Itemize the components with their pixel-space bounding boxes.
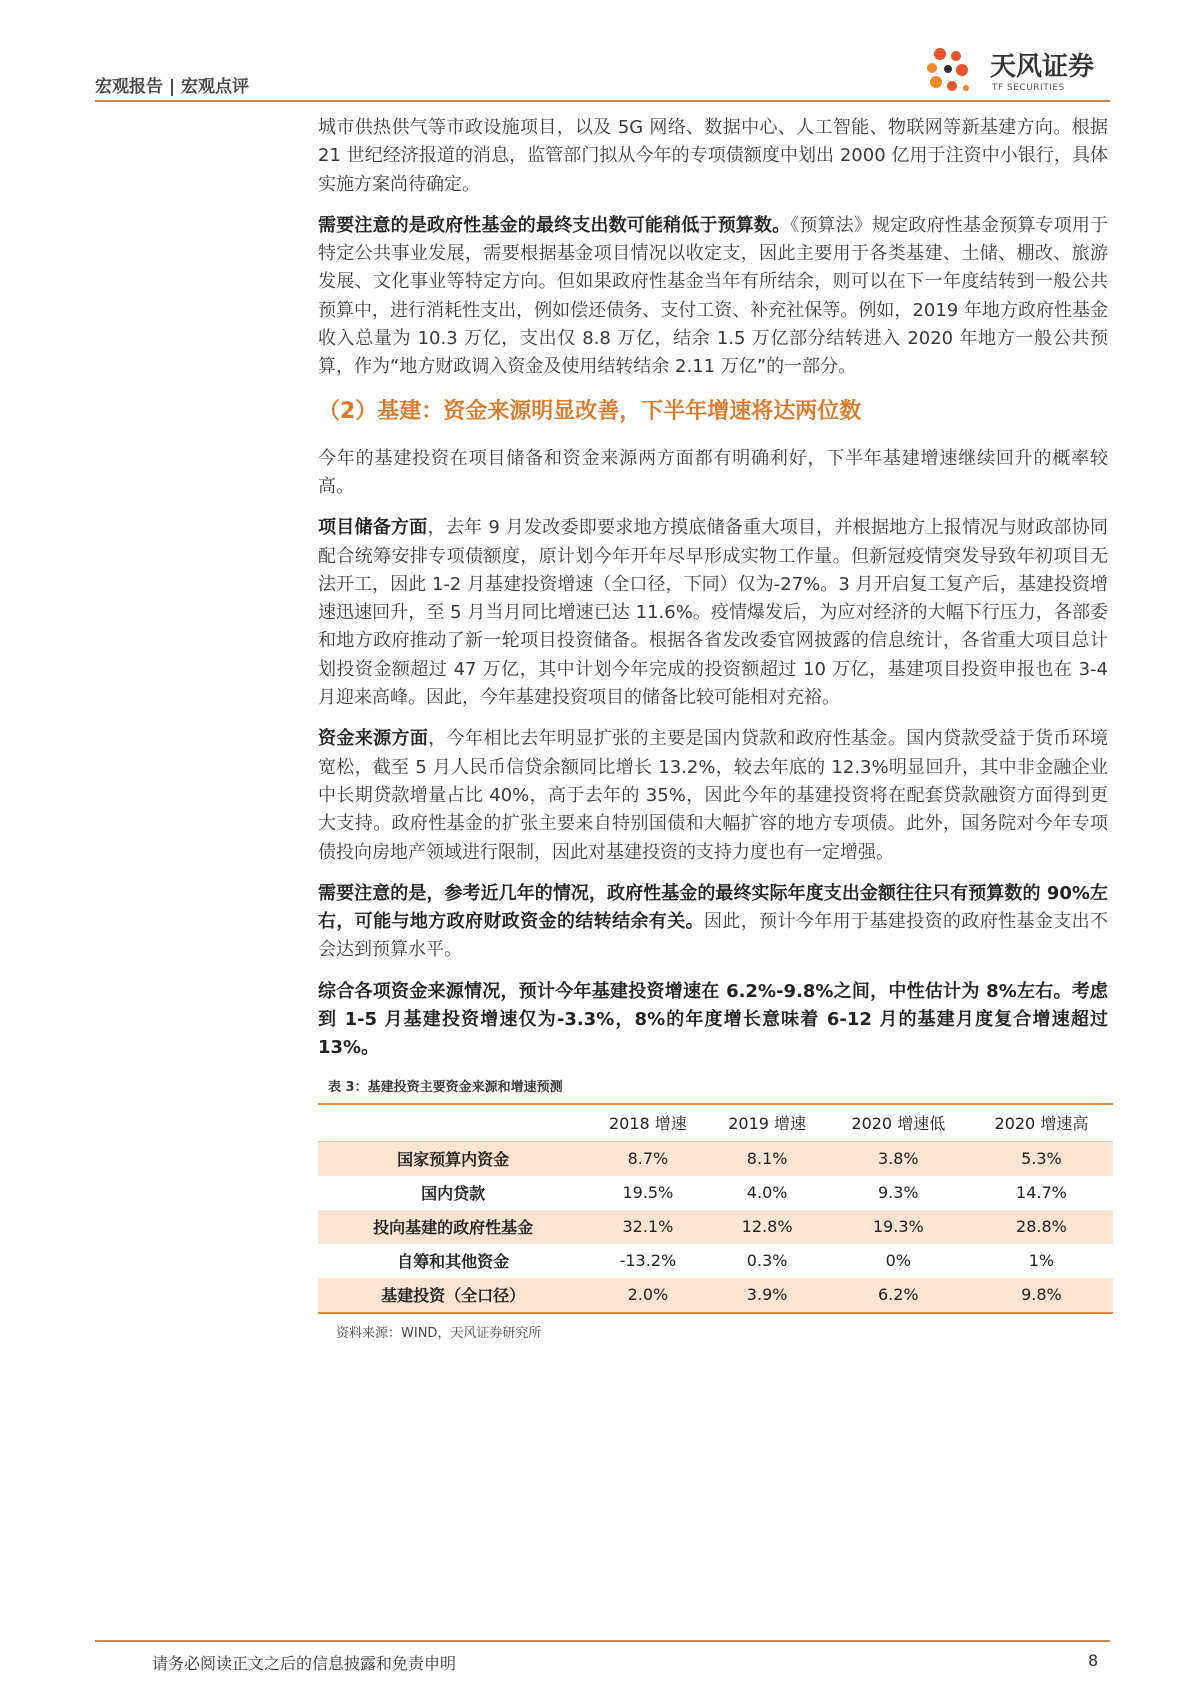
page-number: 8	[1088, 1651, 1099, 1670]
table-cell: 8.7%	[588, 1141, 707, 1176]
table-cell: 2.0%	[588, 1278, 707, 1313]
table-cell: 9.8%	[970, 1278, 1113, 1313]
page-header	[95, 38, 1110, 100]
paragraph-5-emphasis: 资金来源方面	[318, 728, 429, 750]
table-cell: 14.7%	[1016, 1183, 1067, 1203]
logo-name-cn: 天风证券	[990, 52, 1095, 82]
paragraph-6	[318, 880, 1108, 965]
table-cell: 0.3%	[746, 1251, 788, 1271]
header-divider	[95, 100, 1110, 102]
table-cell: 19.3%	[827, 1210, 970, 1244]
paragraph-2-emphasis: 需要注意的是政府性基金的最终支出数可能稍低于预算数。	[318, 214, 791, 236]
table-cell: 3.8%	[827, 1141, 970, 1176]
table-row	[318, 1176, 1113, 1210]
table-cell: 6.2%	[827, 1278, 970, 1313]
paragraph-2	[318, 212, 1108, 382]
footer-divider	[95, 1640, 1110, 1642]
table-cell: 9.3%	[877, 1183, 919, 1203]
table-row	[318, 1278, 1113, 1313]
table-row	[318, 1244, 1113, 1278]
table-cell: 3.9%	[708, 1278, 827, 1313]
table-header-cell: 2019 增速	[708, 1104, 827, 1142]
paragraph-2-text: 《预算法》规定政府性基金预算专项用于特定公共事业发展，需要根据基金项目情况以收定支，因此主要用于各类基建、土储、棚改、旅游发展、文化事业等特定方向。但如果政府性基金当年有所结余，则可以在下一年度结转到一般公共预算中，进行消耗性支出，例如偿还债务、支付工资、补充社保等。例如，2019 年地方政府性基金收入总量为 10.3 万亿，支出仅 8.8 万亿，结余 1.5 万亿部分结转进入 2020 年地方一般公共预算，作为“地方财政调入资金及使用结转结余 2.11 万亿”的一部分。	[318, 214, 1109, 378]
paragraph-5	[318, 725, 1108, 866]
row-label: 投向基建的政府性基金	[318, 1210, 588, 1244]
table-cell: 4.0%	[746, 1183, 788, 1203]
table-row	[318, 1141, 1113, 1176]
table-cell: 28.8%	[970, 1210, 1113, 1244]
paragraph-3: 今年的基建投资在项目储备和资金来源两方面都有明确利好，下半年基建增速继续回升的概率较高。	[318, 447, 1108, 497]
main-content	[318, 114, 1108, 1341]
table-cell: 12.8%	[708, 1210, 827, 1244]
paragraph-6-emphasis: 需要注意的是，参考近几年的情况，政府性基金的最终实际年度支出金额往往只有预算数的 90%左右，可能与地方政府财政资金的结转结余有关。	[318, 882, 1108, 933]
table-header-cell: 2020 增速高	[970, 1104, 1113, 1142]
company-logo	[990, 38, 1110, 98]
table-cell: 19.5%	[622, 1183, 674, 1203]
paragraph-1: 城市供热供气等市政设施项目，以及 5G 网络、数据中心、人工智能、物联网等新基建方向。根据 21 世纪经济报道的消息，监管部门拟从今年的专项债额度中划出 2000 亿用于注资中小银行，具体实施方案尚待确定。	[318, 117, 1108, 195]
table-header-row	[318, 1104, 1113, 1142]
table-source: 资料来源：WIND，天风证券研究所	[336, 1325, 542, 1341]
logo-name-en: TF SECURITIES	[992, 83, 1065, 93]
row-label: 国家预算内资金	[318, 1141, 588, 1176]
funding-growth-table	[318, 1103, 1113, 1314]
table-header-cell: 2020 增速低	[827, 1104, 970, 1142]
table-cell: 5.3%	[970, 1141, 1113, 1176]
paragraph-6-text: 因此，预计今年用于基建投资的政府性基金支出不会达到预算水平。	[318, 911, 1108, 961]
paragraph-4	[318, 514, 1108, 712]
table-header-cell: 2018 增速	[588, 1104, 707, 1142]
paragraph-4-emphasis: 项目储备方面	[318, 517, 428, 539]
row-label: 基建投资（全口径）	[318, 1278, 588, 1313]
paragraph-7-emphasis: 综合各项资金来源情况，预计今年基建投资增速在 6.2%-9.8%之间，中性估计为 8%左右。考虑到 1-5 月基建投资增速仅为-3.3%，8%的年度增长意味着 6-12 月的基建月度复合增速超过 13%。	[318, 980, 1108, 1059]
flower-logo-icon	[918, 42, 982, 102]
table-cell: 32.1%	[588, 1210, 707, 1244]
table-cell: 8.1%	[708, 1141, 827, 1176]
table-cell: -13.2%	[619, 1251, 677, 1271]
paragraph-4-text: ，去年 9 月发改委即要求地方摸底储备重大项目，并根据地方上报情况与财政部协同配合统筹安排专项债额度，原计划今年开年尽早形成实物工作量。但新冠疫情突发导致年初项目无法开工，因此 1-2 月基建投资增速（全口径，下同）仅为-27%。3 月开启复工复产后，基建投资增速迅速回升，至 5 月当月同比增速已达 11.6%。疫情爆发后，为应对经济的大幅下行压力，各部委和地方政府推动了新一轮项目投资储备。根据各省发改委官网披露的信息统计，各省重大项目总计划投资金额超过 47 万亿，其中计划今年完成的投资额超过 10 万亿，基建项目投资申报也在 3-4 月迎来高峰。因此，今年基建投资项目的储备比较可能相对充裕。	[318, 517, 1108, 709]
footer-disclaimer: 请务必阅读正文之后的信息披露和免责申明	[152, 1654, 457, 1673]
row-label: 国内贷款	[421, 1184, 486, 1204]
section-heading: （2）基建：资金来源明显改善，下半年增速将达两位数	[318, 398, 862, 424]
table-cell: 0%	[885, 1251, 911, 1271]
paragraph-7	[318, 978, 1108, 1063]
row-label: 自筹和其他资金	[397, 1252, 510, 1272]
paragraph-5-text: ，今年相比去年明显扩张的主要是国内贷款和政府性基金。国内贷款受益于货币环境宽松，截至 5 月人民币信贷余额同比增长 13.2%，较去年底的 12.3%明显回升，其中非金融企业中长期贷款增量占比 40%，高于去年的 35%，因此今年的基建投资将在配套贷款融资方面得到更大支持。政府性基金的扩张主要来自特别国债和大幅扩容的地方专项债。此外，国务院对今年专项债投向房地产领域进行限制，因此对基建投资的支持力度也有一定增强。	[318, 728, 1109, 863]
table-row	[318, 1210, 1113, 1244]
table-header-cell	[318, 1104, 588, 1142]
table-caption: 表 3：基建投资主要资金来源和增速预测	[328, 1079, 563, 1095]
table-cell: 1%	[1028, 1251, 1055, 1271]
report-category: 宏观报告 | 宏观点评	[95, 77, 250, 97]
